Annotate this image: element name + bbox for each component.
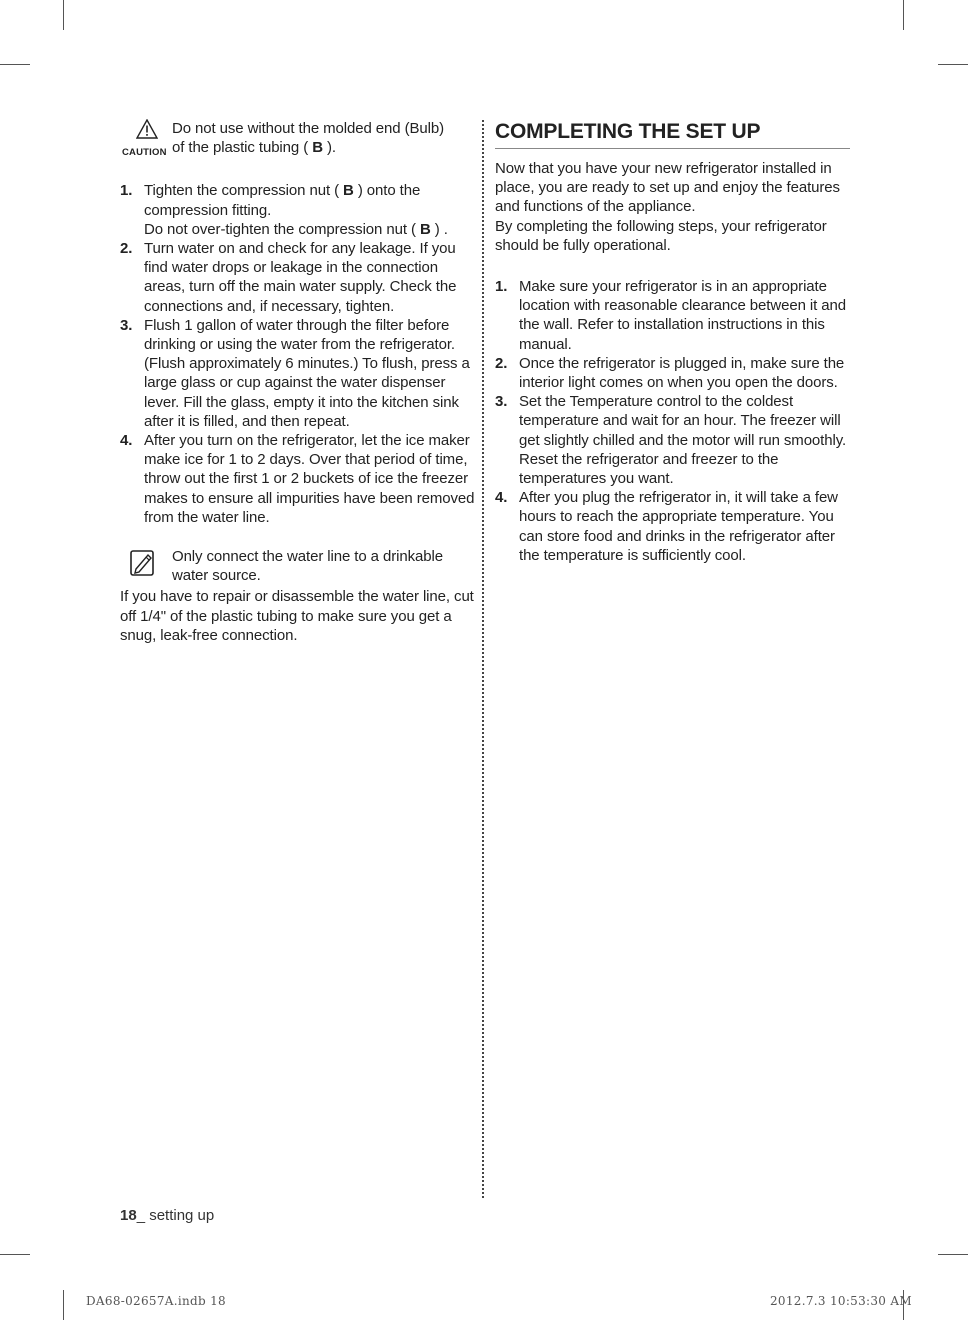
caution-block bbox=[120, 119, 476, 157]
step-text bbox=[144, 240, 456, 315]
caution-label: CAUTION bbox=[122, 147, 167, 158]
section-title: COMPLETING THE SET UP bbox=[495, 118, 850, 149]
repair-paragraph: If you have to repair or disassemble the water line, cut off 1/4" of the plastic tubing to make sure you get a snug, leak-free connection. bbox=[120, 588, 474, 644]
step-text: Once the refrigerator is plugged in, make sure the interior light comes on when you open the doors. bbox=[519, 354, 845, 392]
step-text bbox=[144, 182, 420, 218]
step-text: Make sure your refrigerator is in an appropriate location with reasonable clearance between it and the wall. Refer to installation instructions in this manual. bbox=[519, 278, 846, 353]
note-text: Only connect the water line to a drinkable water source. bbox=[172, 548, 443, 585]
bold-part-label: B bbox=[343, 182, 354, 200]
text-part: Tighten the compression nut ( bbox=[144, 182, 344, 200]
list-item bbox=[495, 354, 850, 392]
list-item bbox=[495, 277, 850, 354]
crop-mark bbox=[938, 1254, 968, 1255]
note-block bbox=[120, 547, 476, 585]
text-part: Turn water on and check for any leakage. If you find water drops or leakage in the connection areas, turn off the main water supply. Check the connections and, if necessary, tighten. bbox=[144, 240, 457, 315]
page-number: 18 bbox=[120, 1207, 137, 1224]
step-text bbox=[144, 317, 470, 430]
intro-paragraph-2: By completing the following steps, your refrigerator should be fully operational. bbox=[495, 217, 827, 254]
step-number: 4. bbox=[495, 489, 508, 507]
list-item bbox=[495, 488, 850, 565]
print-timestamp: 2012.7.3 10:53:30 AM bbox=[770, 1294, 912, 1308]
intro-paragraph-1: Now that you have your new refrigerator installed in place, you are ready to set up and enjoy the features and functions of the appliance. bbox=[495, 160, 840, 216]
caution-icon bbox=[122, 119, 174, 159]
print-file-info: DA68-02657A.indb 18 bbox=[86, 1294, 226, 1308]
crop-mark bbox=[938, 64, 968, 65]
installation-steps bbox=[120, 181, 476, 527]
crop-mark bbox=[0, 1254, 30, 1255]
setup-steps bbox=[495, 277, 850, 565]
crop-mark bbox=[903, 0, 904, 30]
right-column bbox=[495, 118, 850, 565]
crop-mark bbox=[0, 64, 30, 65]
text-part: After you turn on the refrigerator, let the ice maker make ice for 1 to 2 days. Over that period of time, throw out the first 1 or 2 buckets of ice the freezer makes to ensure all impurities have been removed from the water line. bbox=[144, 432, 475, 526]
step-number: 1. bbox=[120, 182, 133, 200]
list-item bbox=[120, 181, 476, 239]
left-column bbox=[120, 119, 476, 645]
step-number: 3. bbox=[495, 393, 508, 411]
step-number: 2. bbox=[495, 354, 508, 372]
text-part: Flush 1 gallon of water through the filter before drinking or using the water from the refrigerator. (Flush approximately 6 minutes.) To flush, press a large glass or cup against the water dispenser lever. Fill the glass, empty it into the kitchen sink after it is filled, and then repeat. bbox=[144, 316, 470, 430]
step-number: 2. bbox=[120, 240, 133, 258]
note-pencil-icon bbox=[130, 549, 156, 577]
crop-mark bbox=[63, 1290, 64, 1320]
list-item bbox=[120, 316, 476, 431]
bold-part-label: B bbox=[419, 220, 431, 238]
list-item bbox=[495, 392, 850, 488]
text-part: ) . bbox=[430, 220, 448, 238]
step-text: After you plug the refrigerator in, it will take a few hours to reach the appropriate temperature. You can store food and drinks in the refrigerator after the temperature is sufficiently cool. bbox=[519, 489, 838, 564]
list-item bbox=[120, 431, 476, 527]
page-footer bbox=[120, 1207, 214, 1224]
step-number: 3. bbox=[120, 316, 133, 334]
list-item bbox=[120, 239, 476, 316]
step-number: 1. bbox=[495, 278, 508, 296]
step-text: Set the Temperature control to the coldest temperature and wait for an hour. The freezer will get slightly chilled and the motor will run smoothly. Reset the refrigerator and freezer to the temperatures you want. bbox=[519, 393, 847, 488]
text-part: ) onto the compression fitting. bbox=[144, 182, 421, 219]
section-name: _ setting up bbox=[136, 1207, 215, 1224]
caution-text-line1: Do not use without the molded end (Bulb) bbox=[172, 120, 444, 137]
step-number: 4. bbox=[120, 432, 133, 450]
step-text bbox=[144, 432, 474, 526]
column-divider bbox=[482, 120, 484, 1198]
caution-text-line2: of the plastic tubing ( B ). bbox=[172, 139, 336, 157]
crop-mark bbox=[63, 0, 64, 30]
step-extra-text bbox=[144, 220, 476, 239]
text-part: Do not over-tighten the compression nut ( bbox=[144, 220, 420, 238]
